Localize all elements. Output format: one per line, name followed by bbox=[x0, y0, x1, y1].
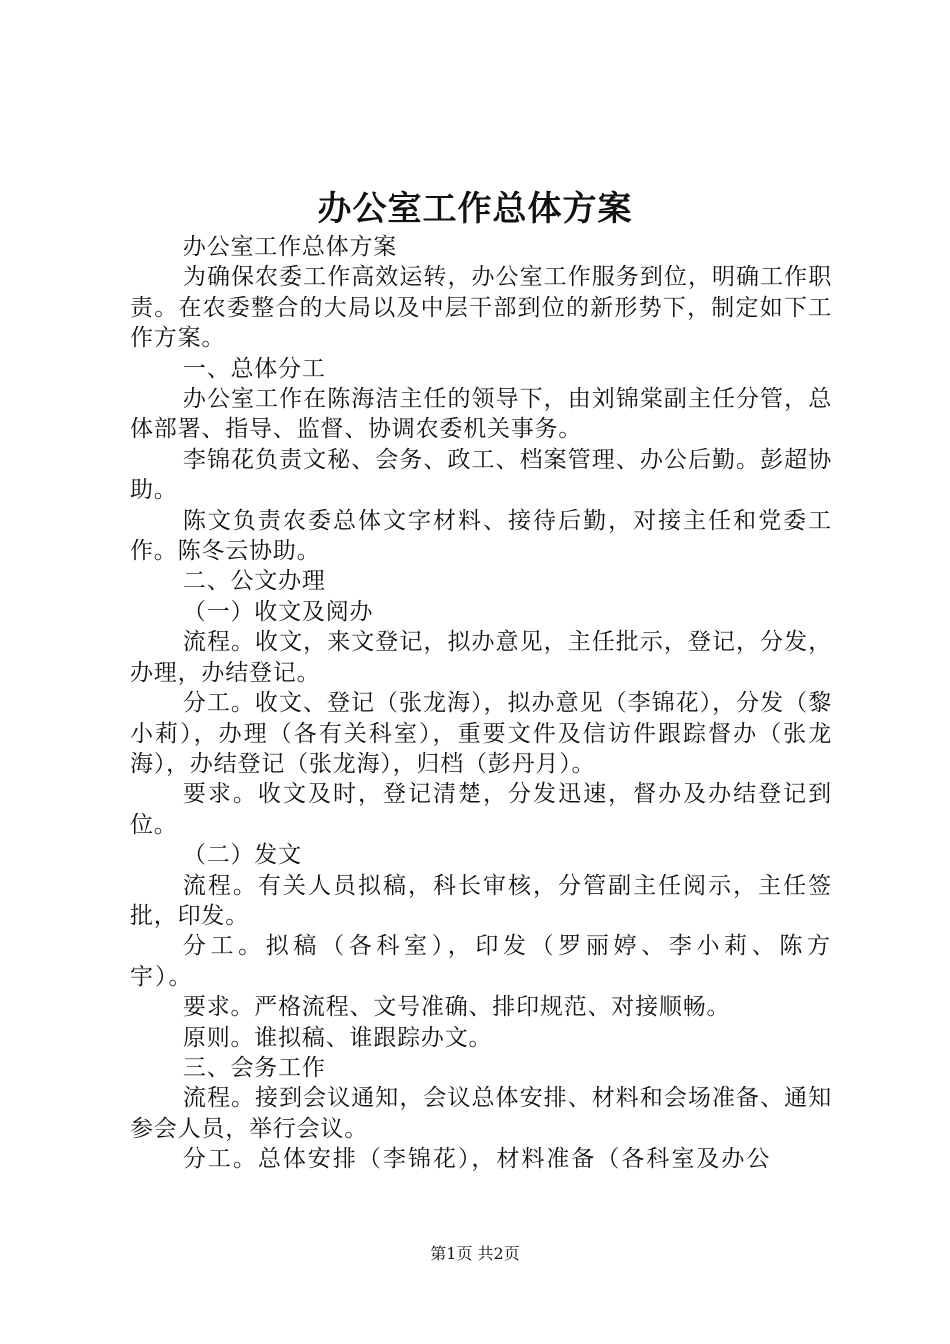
page-footer: 第1页 共2页 bbox=[430, 1244, 520, 1263]
paragraph-outgoing-process: 流程。有关人员拟稿，科长审核，分管副主任阅示，主任签批，印发。 bbox=[130, 872, 832, 929]
paragraph-incoming-division: 分工。收文、登记（张龙海），拟办意见（李锦花），分发（黎小莉），办理（各有关科室），重要文件及信访件跟踪督办（张龙海），办结登记（张龙海），归档（彭丹月）。 bbox=[130, 690, 832, 777]
paragraph-outgoing-principle: 原则。谁拟稿、谁跟踪办文。 bbox=[182, 1024, 493, 1051]
document-title: 办公室工作总体方案 bbox=[317, 189, 633, 229]
paragraph-incoming-requirements: 要求。收文及时，登记清楚，分发迅速，督办及办结登记到位。 bbox=[130, 781, 832, 838]
section-heading-meetings: 三、会务工作 bbox=[182, 1054, 326, 1081]
paragraph-chen-wen: 陈文负责农委总体文字材料、接待后勤，对接主任和党委工作。陈冬云协助。 bbox=[130, 507, 832, 565]
paragraph-meeting-process: 流程。接到会议通知，会议总体安排、材料和会场准备、通知参会人员，举行会议。 bbox=[130, 1085, 832, 1142]
section-heading-division: 一、总体分工 bbox=[182, 355, 326, 382]
subsection-heading-incoming: （一）收文及阅办 bbox=[182, 598, 374, 625]
section-heading-documents: 二、公文办理 bbox=[182, 568, 326, 595]
paragraph-meeting-division: 分工。总体安排（李锦花），材料准备（各科室及办公 bbox=[182, 1146, 772, 1173]
paragraph-li-jinhua: 李锦花负责文秘、会务、政工、档案管理、办公后勤。彭超协助。 bbox=[130, 446, 832, 504]
paragraph-outgoing-division: 分工。拟稿（各科室），印发（罗丽婷、李小莉、陈方宇）。 bbox=[130, 933, 832, 990]
paragraph-subtitle: 办公室工作总体方案 bbox=[182, 234, 398, 260]
paragraph-outgoing-requirements: 要求。严格流程、文号准确、排印规范、对接顺畅。 bbox=[182, 994, 731, 1021]
paragraph-leadership: 办公室工作在陈海洁主任的领导下，由刘锦棠副主任分管，总体部署、指导、监督、协调农委机关事务。 bbox=[130, 386, 832, 443]
subsection-heading-outgoing: （二）发文 bbox=[182, 842, 302, 869]
paragraph-incoming-process: 流程。收文，来文登记，拟办意见，主任批示，登记，分发，办理，办结登记。 bbox=[130, 629, 832, 686]
paragraph-intro: 为确保农委工作高效运转，办公室工作服务到位，明确工作职责。在农委整合的大局以及中层干部到位的新形势下，制定如下工作方案。 bbox=[130, 264, 832, 352]
document-body bbox=[130, 232, 832, 1175]
